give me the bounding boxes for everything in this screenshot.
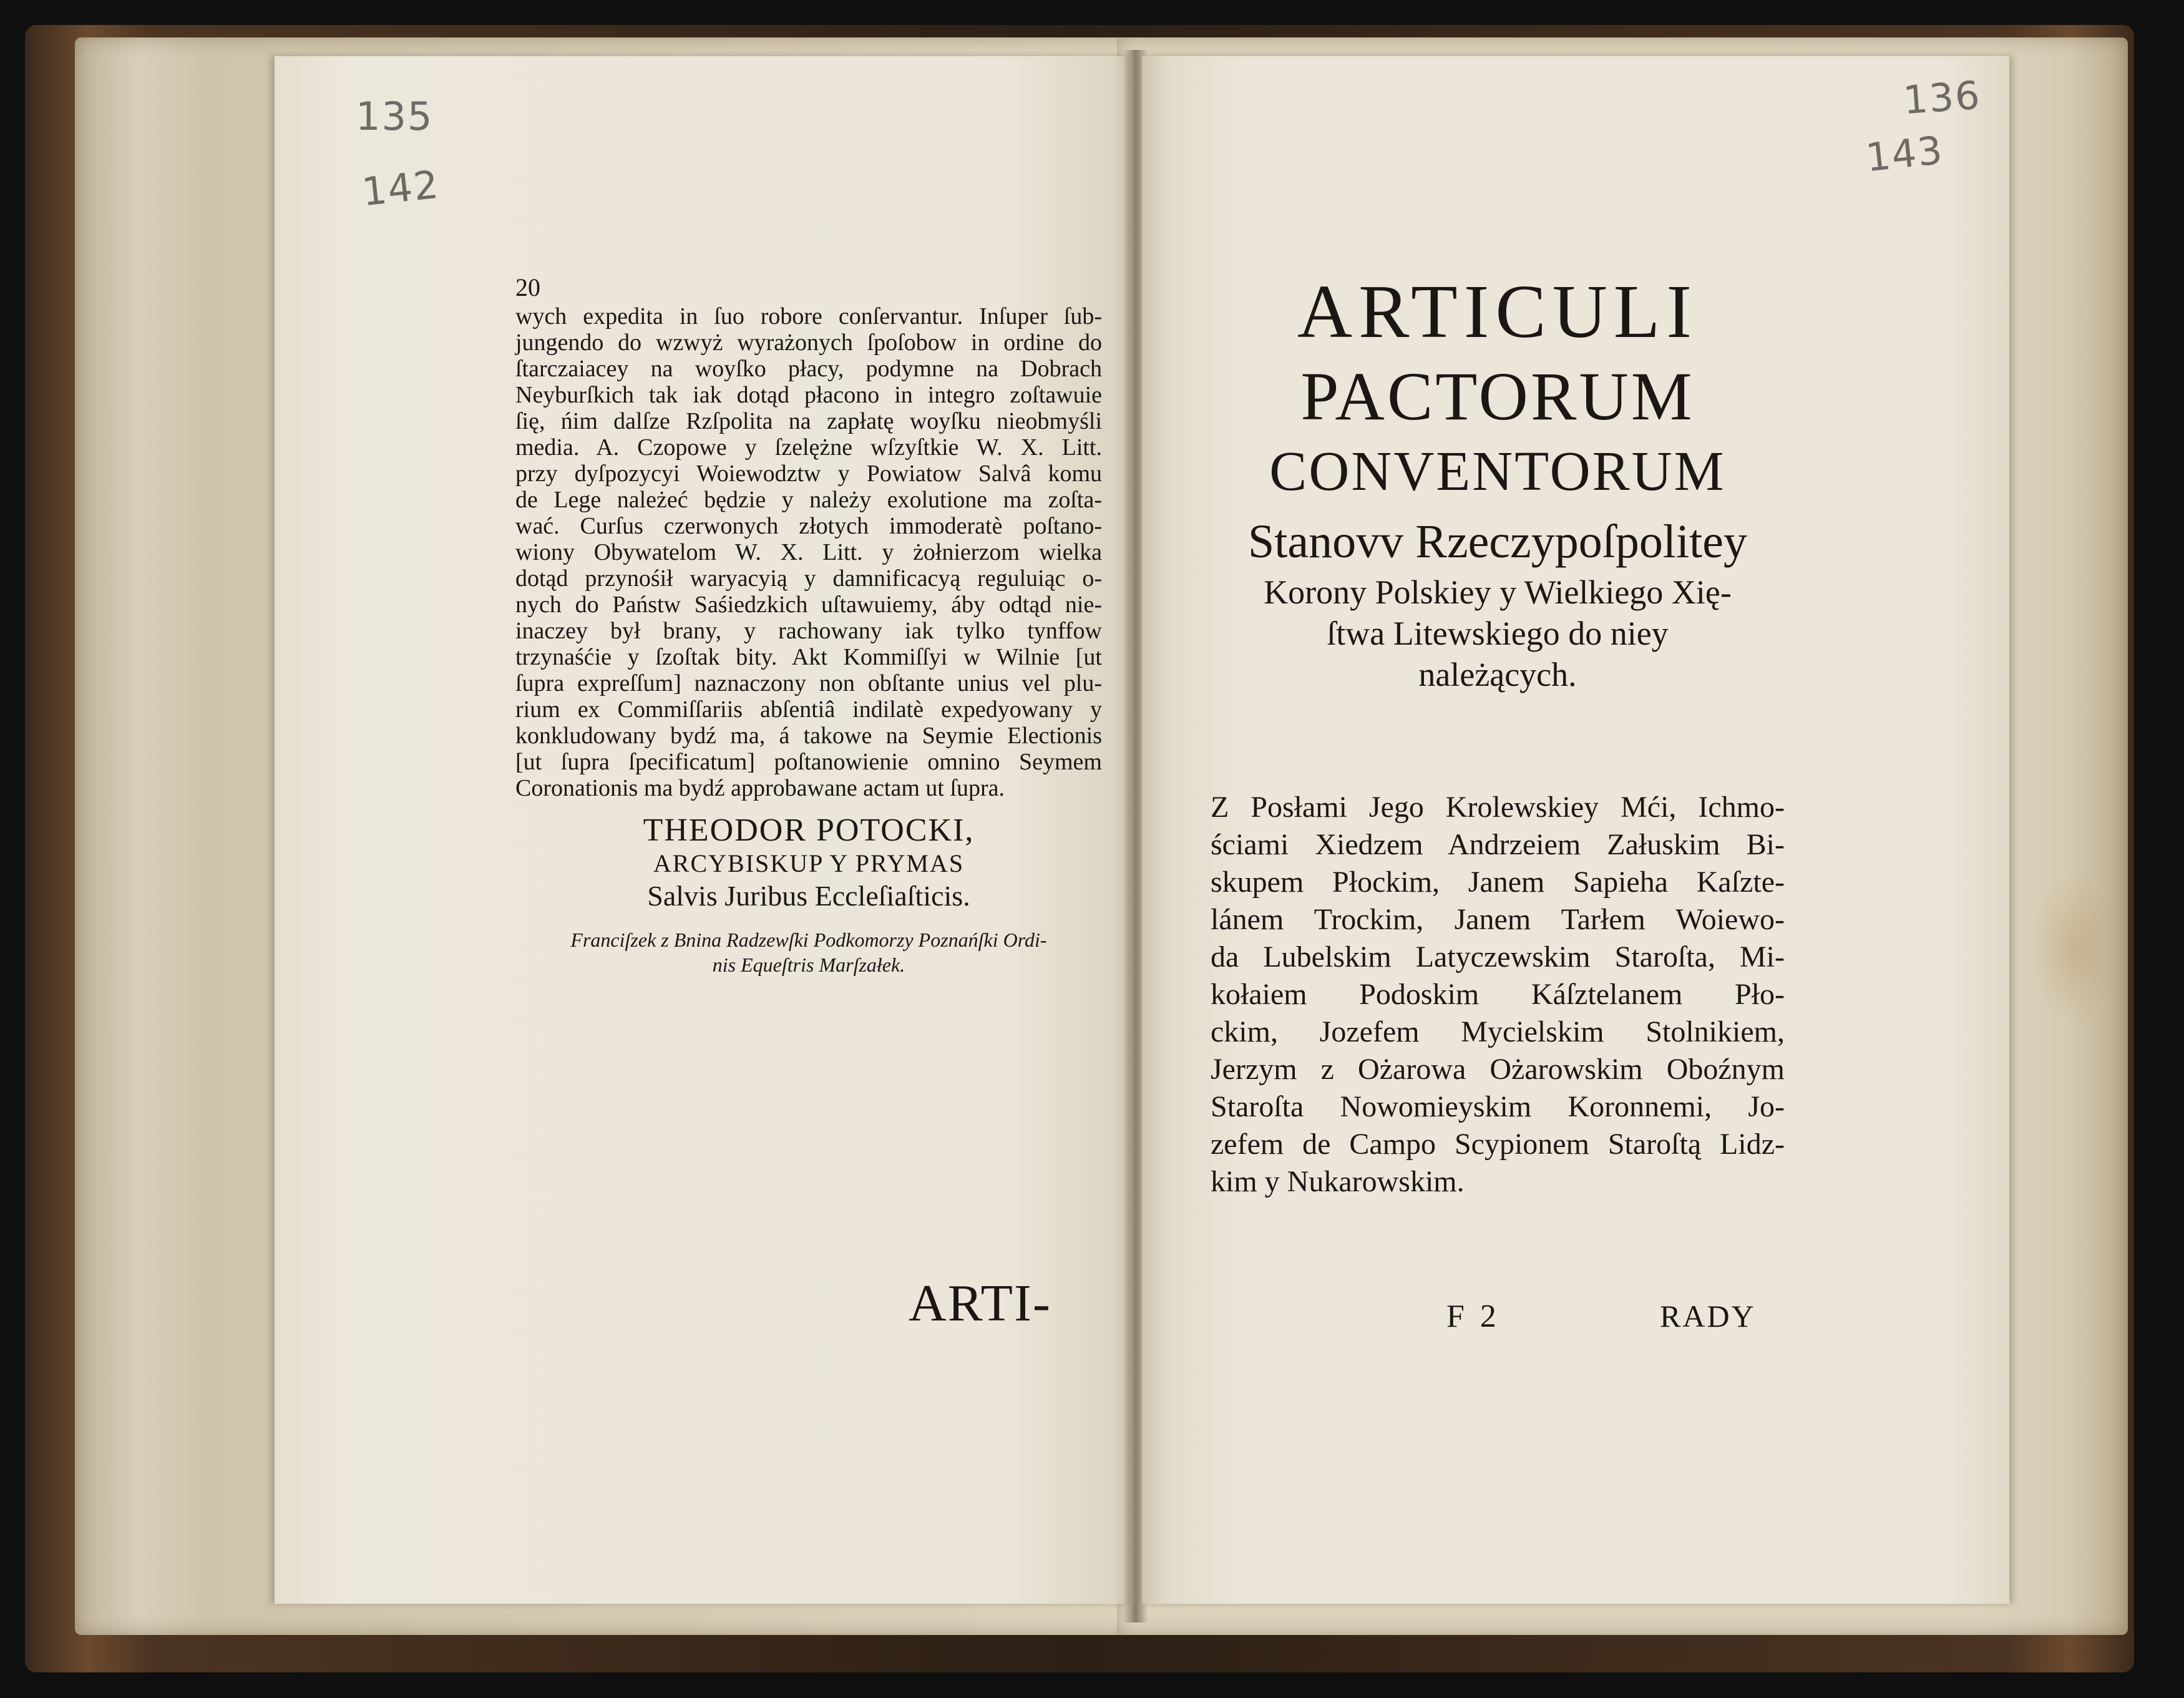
text-line: [ut ſupra ſpecificatum] poſtanowienie omnino Seymem <box>515 749 1102 775</box>
text-line: skupem Płockim, Janem Sapieha Kaſzte- <box>1211 866 1785 899</box>
text-line: Staroſta Nowomieyskim Koronnemi, Jo- <box>1211 1090 1785 1123</box>
text-line: ckim, Jozefem Mycielskim Stolnikiem, <box>1211 1015 1785 1048</box>
title-line-5: Korony Polskiey y Wielkiego Xię- <box>1264 573 1732 611</box>
text-line: wiony Obywatelom W. X. Litt. y żołnierzom wielka <box>515 539 1102 565</box>
right-page-text <box>1211 268 1785 1201</box>
text-line: wać. Curſus czerwonych złotych immoderatè poſtano- <box>515 513 1102 539</box>
text-line: lánem Trockim, Janem Tarłem Woiewo- <box>1211 903 1785 936</box>
title-line-7: należących. <box>1418 656 1577 693</box>
page-number: 20 <box>515 273 540 301</box>
text-line: trzynaśćie y ſzoſtak bity. Akt Kommiſſyi w Wilnie [ut <box>515 644 1102 670</box>
text-line: inaczey był brany, y rachowany iak tylko tynffow <box>515 618 1102 644</box>
pencil-folio-b-left: 142 <box>359 161 442 215</box>
text-line: Neyburſkich tak iak dotąd płacono in integro zoſtawuie <box>515 382 1102 408</box>
signature-block <box>515 812 1102 977</box>
signature-mark: F 2 <box>1446 1299 1500 1334</box>
text-line: przy dyſpozycyi Woiewodztw y Powiatow Salvâ komu <box>515 461 1102 487</box>
signatory-title: ARCYBISKUP Y PRYMAS <box>653 849 965 877</box>
text-line: de Lege należeć będzie y należy exolutione ma zoſta- <box>515 487 1102 513</box>
pencil-folio-b-right: 143 <box>1863 127 1946 181</box>
signatory-clause: Salvis Juribus Eccleſiaſticis. <box>647 880 970 912</box>
pencil-folio-a-left: 135 <box>356 94 434 139</box>
marshal-line-2: nis Equeſtris Marſzałek. <box>712 954 905 976</box>
left-page-text <box>515 275 1102 977</box>
text-line: wych expedita in ſuo robore conſervantur. Inſuper ſub- <box>515 303 1102 329</box>
text-line: ſupra expreſſum] naznaczony non obſtante unius vel plu- <box>515 670 1102 696</box>
text-line: ściami Xiedzem Andrzeiem Załuskim Bi- <box>1211 828 1785 861</box>
catchword-right: RADY <box>1660 1299 1756 1334</box>
text-line: ſtarczaiacey na woyſko płacy, podymne na Dobrach <box>515 356 1102 382</box>
catchword-left: ARTI- <box>909 1274 1051 1332</box>
signatory-name: THEODOR POTOCKI, <box>643 812 975 848</box>
right-body-text <box>1211 789 1785 1201</box>
text-line: Z Posłami Jego Krolewskiey Mći, Ichmo- <box>1211 791 1785 824</box>
title-line-4: Stanovv Rzeczypoſpolitey <box>1248 515 1747 568</box>
title-line-1: ARTICULI <box>1297 270 1698 354</box>
text-line: zefem de Campo Scypionem Staroſtą Lidz- <box>1211 1128 1785 1161</box>
title-block <box>1211 268 1785 695</box>
marshal-line-1: Franciſzek z Bnina Radzewſki Podkomorzy Poznańſki Ordi- <box>570 929 1047 951</box>
text-line: da Lubelskim Latyczewskim Staroſta, Mi- <box>1211 940 1785 973</box>
title-line-3: CONVENTORUM <box>1269 441 1726 502</box>
text-line: kołaiem Podoskim Káſztelanem Pło- <box>1211 978 1785 1011</box>
text-line: media. A. Czopowe y ſzelężne wſzyſtkie W. X. Litt. <box>515 434 1102 461</box>
text-line: rium ex Commiſſariis abſentiâ indilatè expedyowany y <box>515 696 1102 723</box>
text-line: konkludowany bydź ma, á takowe na Seymie Electionis <box>515 723 1102 749</box>
text-line: kim y Nukarowskim. <box>1211 1165 1465 1198</box>
paper-stain <box>2031 874 2118 1023</box>
pencil-folio-a-right: 136 <box>1901 72 1982 124</box>
title-line-2: PACTORUM <box>1300 358 1695 434</box>
text-line: ſię, ńim dalſze Rzſpolita na zapłatę woyſku nieobmyśli <box>515 408 1102 434</box>
text-line: dotąd przynośił waryacyią y damnificacyą reguluiąc o- <box>515 565 1102 592</box>
text-line: Jerzym z Ożarowa Ożarowskim Oboźnym <box>1211 1053 1785 1086</box>
title-line-6: ſtwa Litewskiego do niey <box>1327 615 1669 652</box>
text-line: nych do Państw Saśiedzkich uſtawuiemy, áby odtąd nie- <box>515 592 1102 618</box>
text-line: jungendo do wzwyż wyrażonych ſpoſobow in ordine do <box>515 329 1102 356</box>
text-line: Coronationis ma bydź approbawane actam ut ſupra. <box>515 775 1005 801</box>
